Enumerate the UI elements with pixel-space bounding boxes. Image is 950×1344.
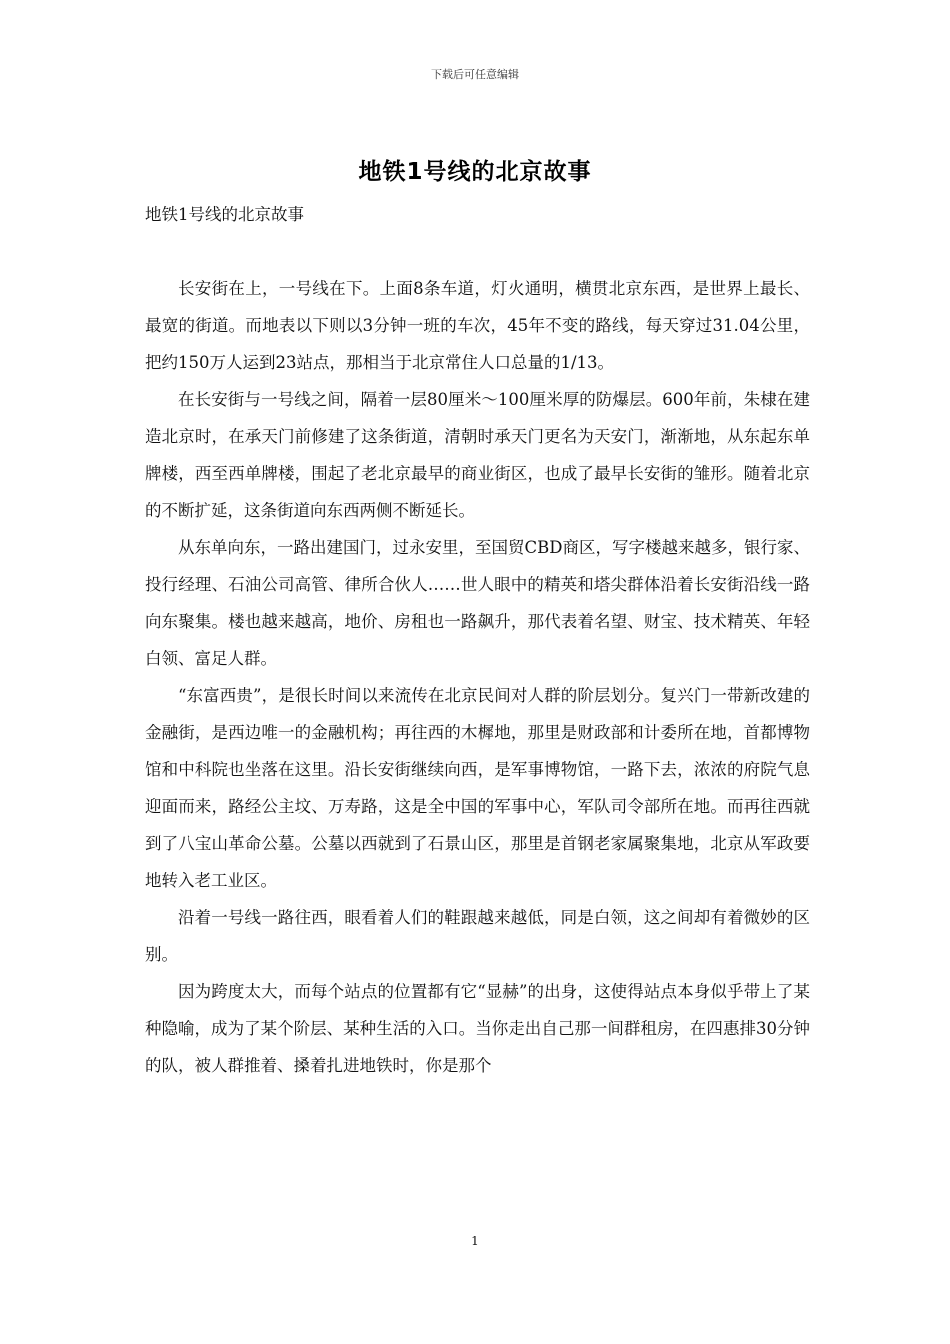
document-title: 地铁1号线的北京故事	[358, 159, 592, 185]
paragraph: 在长安街与一号线之间，隔着一层80厘米～100厘米厚的防爆层。600年前，朱棣在建造北京时，在承天门前修建了这条街道，清朝时承天门更名为天安门，渐渐地，从东起东单牌楼，西至西单牌楼，围起了老北京最早的商业街区，也成了最早长安街的雏形。随着北京的不断扩延，这条街道向东西两侧不断延长。	[145, 390, 810, 520]
paragraph: 因为跨度太大，而每个站点的位置都有它“显赫”的出身，这使得站点本身似乎带上了某种隐喻，成为了某个阶层、某种生活的入口。当你走出自己那一间群租房，在四惠排30分钟的队，被人群推着、搡着扎进地铁时，你是那个	[145, 982, 810, 1075]
document-subtitle: 地铁1号线的北京故事	[145, 205, 304, 224]
paragraph: 从东单向东，一路出建国门，过永安里，至国贸CBD商区，写字楼越来越多，银行家、投行经理、石油公司高管、律所合伙人……世人眼中的精英和塔尖群体沿着长安街沿线一路向东聚集。楼也越来越高，地价、房租也一路飙升，那代表着名望、财宝、技术精英、年轻白领、富足人群。	[145, 538, 810, 668]
paragraph: 沿着一号线一路往西，眼看着人们的鞋跟越来越低，同是白领，这之间却有着微妙的区别。	[145, 908, 810, 964]
body-text	[145, 270, 810, 1084]
paragraph: “东富西贵”，是很长时间以来流传在北京民间对人群的阶层划分。复兴门一带新改建的金融街，是西边唯一的金融机构；再往西的木樨地，那里是财政部和计委所在地，首都博物馆和中科院也坐落在这里。沿长安街继续向西，是军事博物馆，一路下去，浓浓的府院气息迎面而来，路经公主坟、万寿路，这是全中国的军事中心，军队司令部所在地。而再往西就到了八宝山革命公墓。公墓以西就到了石景山区，那里是首钢老家属聚集地，北京从军政要地转入老工业区。	[145, 686, 810, 890]
paragraph: 长安街在上，一号线在下。上面8条车道，灯火通明，横贯北京东西，是世界上最长、最宽的街道。而地表以下则以3分钟一班的车次，45年不变的路线，每天穿过31.04公里，把约150万人运到23站点，那相当于北京常住人口总量的1/13。	[145, 279, 810, 372]
page-number: 1	[471, 1234, 479, 1248]
header-note: 下载后可任意编辑	[431, 68, 519, 81]
